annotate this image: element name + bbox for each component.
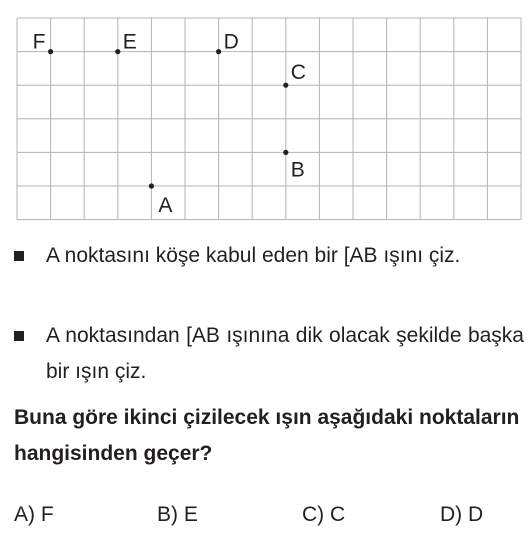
question-text: Buna göre ikinci çizilecek ışın aşağıdaki noktaların hangisinden geçer? (14, 406, 520, 465)
square-bullet-icon (14, 251, 24, 261)
point-f (48, 49, 53, 54)
choice-b[interactable]: B) E (157, 503, 198, 526)
point-label-d: D (223, 30, 239, 54)
point-label-e: E (122, 30, 137, 54)
point-d (216, 49, 221, 54)
point-a (149, 183, 154, 188)
grid-figure (0, 0, 531, 230)
instruction-text-2: A noktasından [AB ışınına dik olacak şekilde başka bir ışın çiz. (46, 324, 524, 383)
choice-a[interactable]: A) F (14, 503, 54, 526)
instruction-item-2 (14, 318, 524, 390)
square-bullet-icon (14, 331, 24, 341)
choice-d[interactable]: D) D (440, 503, 484, 526)
point-e (115, 49, 120, 54)
point-c (283, 83, 288, 88)
point-label-f: F (32, 30, 46, 54)
choice-c[interactable]: C) C (302, 503, 346, 526)
point-label-b: B (290, 158, 305, 182)
dot-grid (0, 0, 531, 230)
point-label-a: A (158, 194, 173, 217)
point-b (283, 150, 288, 155)
instruction-item-1 (14, 238, 524, 310)
point-label-c: C (290, 61, 306, 85)
instruction-text-1: A noktasını köşe kabul eden bir [AB ışını çiz. (46, 244, 461, 267)
